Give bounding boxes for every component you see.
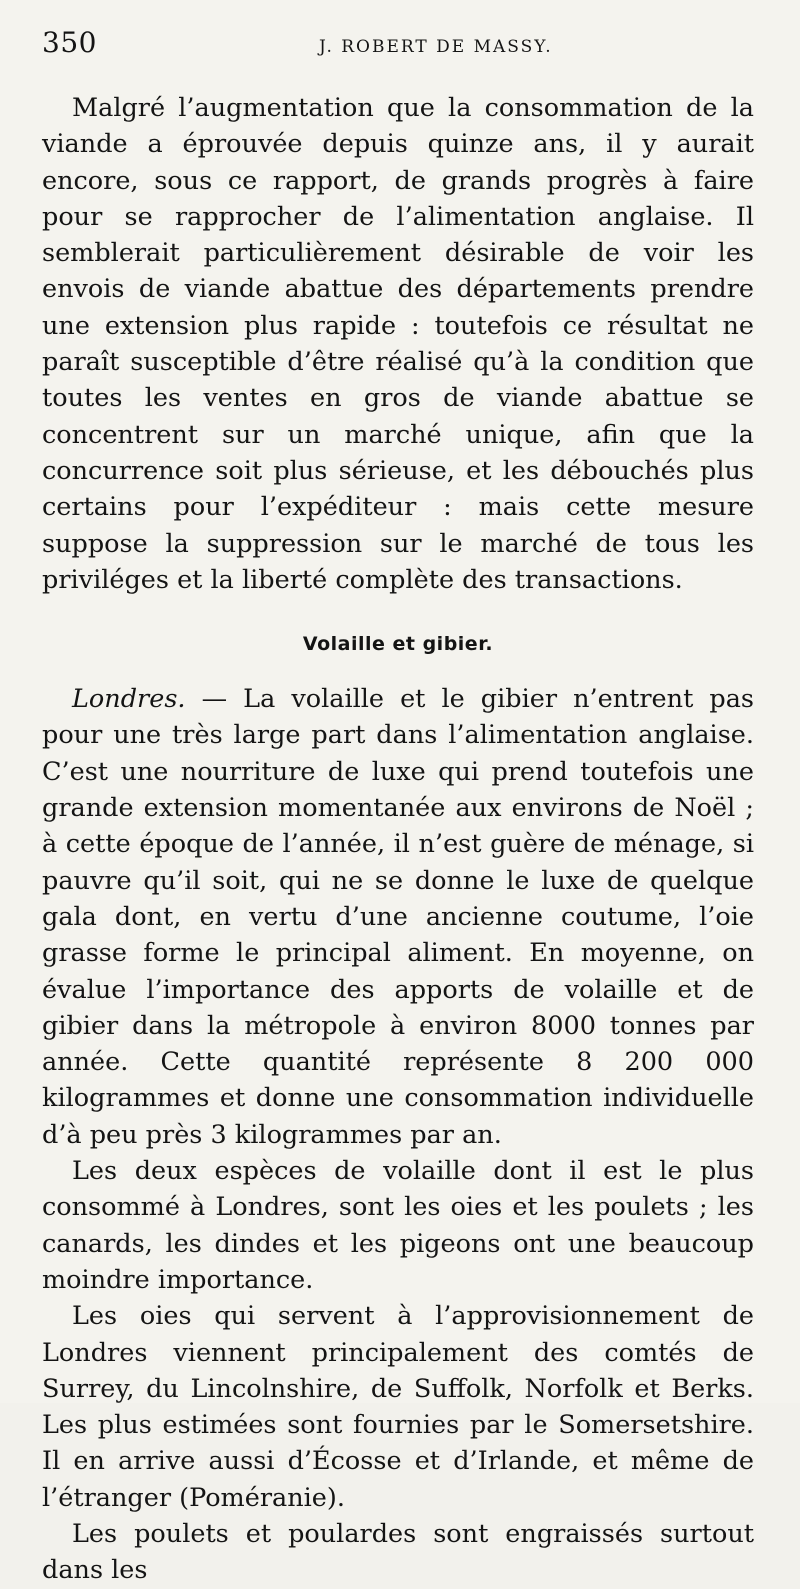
- paragraph-lead-london: Londres.: [72, 684, 186, 715]
- paragraph-chickens: Les poulets et poulardes sont engraissés surtout dans les: [42, 1518, 754, 1586]
- paragraph-poultry-species: Les deux espèces de volaille dont il est le plus consommé à Londres, sont les oies et les poulets ; les canards, les dindes et les pigeons ont une beaucoup moindre importance.: [42, 1156, 754, 1295]
- page-number: 350: [42, 26, 97, 59]
- paragraph-london-poultry-text: — La volaille et le gibier n’entrent pas pour une très large part dans l’alimentation anglaise. C’est une nourriture de luxe qui prend toutefois une grande extension momentanée aux environs de Noël ; à cette époque de l’année, il n’est guère de ménage, si pauvre qu’il soit, qui ne se donne le luxe de quelque gala dont, en vertu d’une ancienne coutume, l’oie grasse forme le principal aliment. En moyenne, on évalue l’importance des apports de volaille et de gibier dans la métropole à environ 8000 tonnes par année. Cette quantité représente 8 200 000 kilogrammes et donne une consommation individuelle d’à peu près 3 kilogrammes par an.: [42, 684, 754, 1150]
- section-title: Volaille et gibier.: [302, 633, 494, 656]
- paragraph-london-poultry: [42, 681, 754, 1153]
- page-header: [42, 26, 754, 66]
- paragraph-geese-origin: Les oies qui servent à l’approvisionnement de Londres viennent principalement des comtés de Surrey, du Lincolnshire, de Suffolk, Norfolk et Berks. Les plus estimées sont fournies par le Somersetshire. Il en arrive aussi d’Écosse et d’Irlande, et même de l’étranger (Poméranie).: [42, 1301, 754, 1513]
- running-head: J. ROBERT DE MASSY.: [318, 37, 553, 57]
- paragraph-meat-consumption: Malgré l’augmentation que la consommation de la viande a éprouvée depuis quinze ans, il y aurait encore, sous ce rapport, de grands progrès à faire pour se rapprocher de l’alimentation anglaise. Il semblerait particulièrement désirable de voir les envois de viande abattue des départements prendre une extension plus rapide : toutefois ce résultat ne paraît susceptible d’être réalisé qu’à la condition que toutes les ventes en gros de viande abattue se concentrent sur un marché unique, afin que la concurrence soit plus sérieuse, et les débouchés plus certains pour l’expéditeur : mais cette mesure suppose la suppression sur le marché de tous les priviléges et la liberté complète des transactions.: [42, 93, 754, 595]
